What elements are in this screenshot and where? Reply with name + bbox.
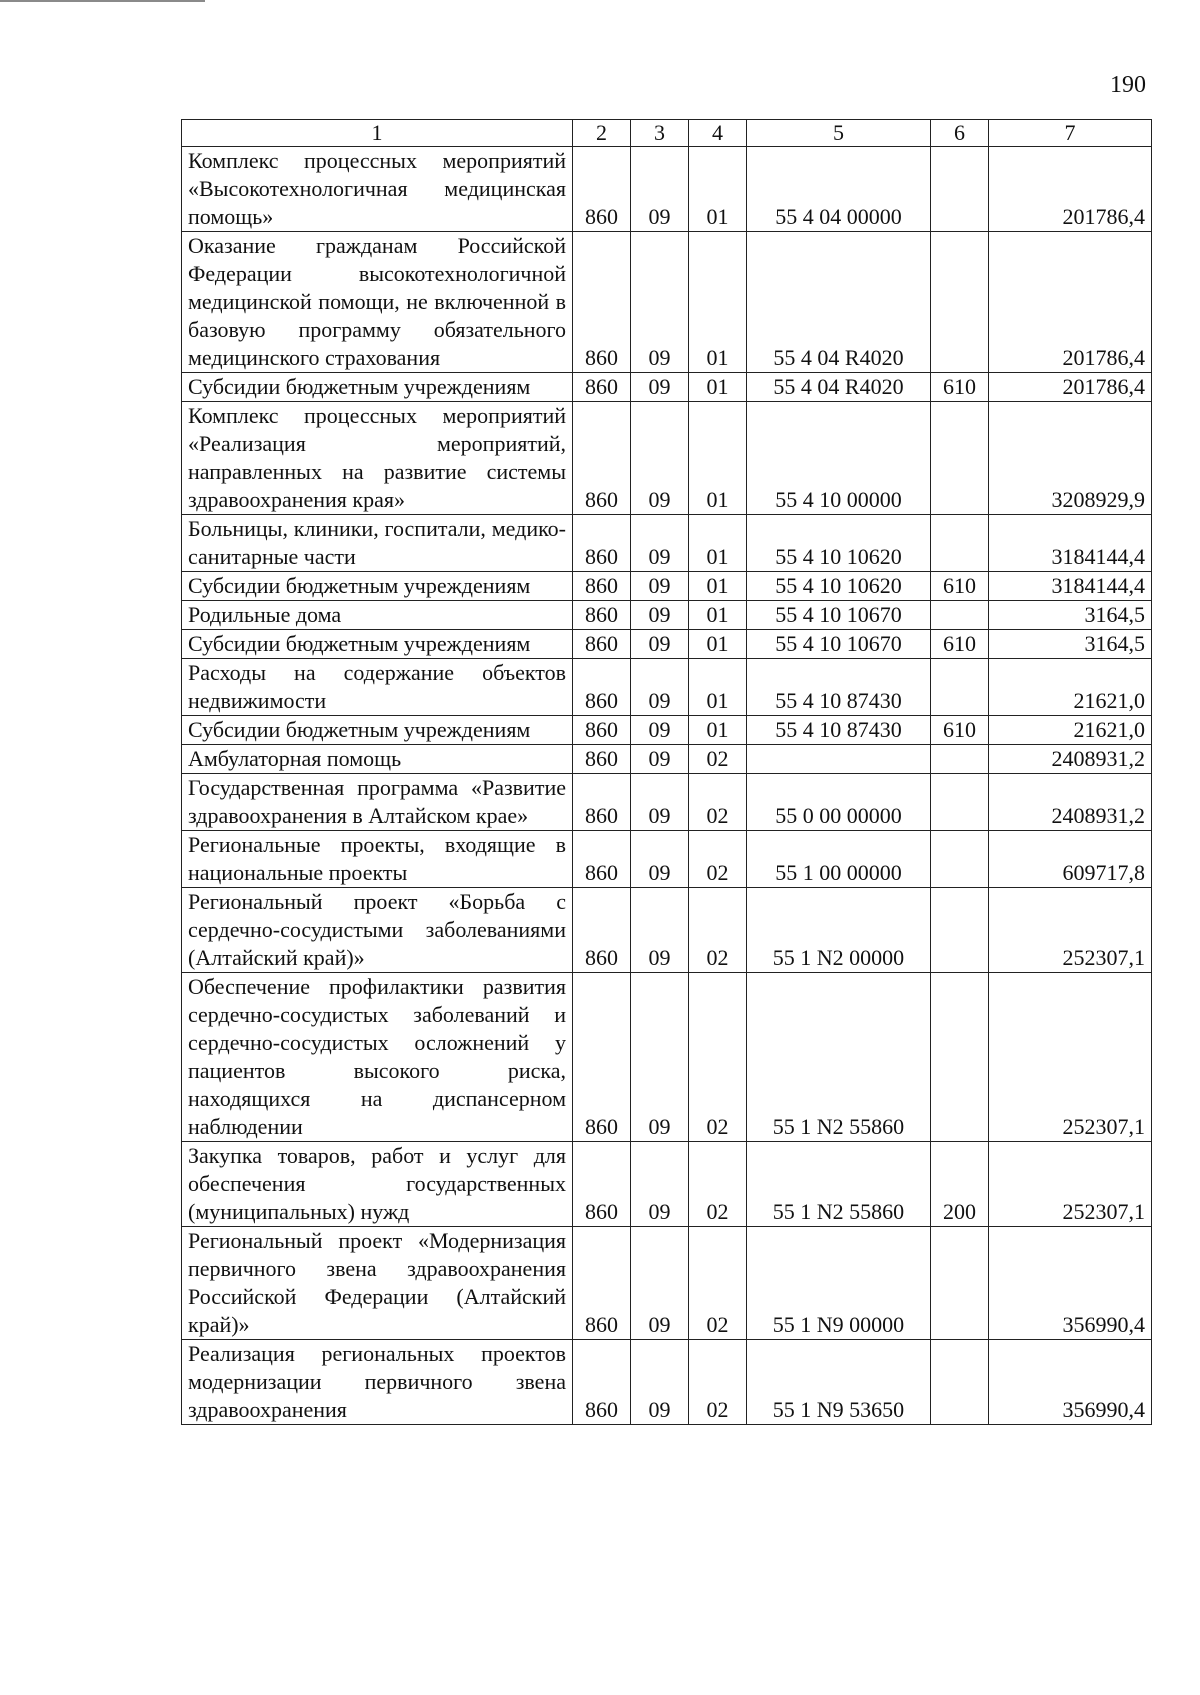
row-name-cell: Субсидии бюджетным учреждениям <box>182 716 573 745</box>
budget-table <box>181 119 1152 1425</box>
row-subsection-cell: 01 <box>689 630 747 659</box>
row-amount-cell: 356990,4 <box>989 1227 1152 1340</box>
row-name-cell: Расходы на содержание объектов недвижимости <box>182 659 573 716</box>
row-amount-cell: 2408931,2 <box>989 745 1152 774</box>
row-grbs-cell: 860 <box>573 373 631 402</box>
row-section-cell: 09 <box>631 1227 689 1340</box>
table-row <box>182 1142 1152 1227</box>
row-subsection-cell: 01 <box>689 659 747 716</box>
row-amount-cell: 252307,1 <box>989 888 1152 973</box>
row-subsection-cell: 02 <box>689 973 747 1142</box>
row-amount-cell: 3184144,4 <box>989 515 1152 572</box>
table-row <box>182 831 1152 888</box>
row-section-cell: 09 <box>631 716 689 745</box>
row-target-article-cell: 55 4 04 R4020 <box>747 232 931 373</box>
row-subsection-cell: 02 <box>689 1227 747 1340</box>
row-subsection-cell: 02 <box>689 774 747 831</box>
table-row <box>182 630 1152 659</box>
row-amount-cell: 3208929,9 <box>989 402 1152 515</box>
row-name-cell: Оказание гражданам Российской Федерации высокотехнологичной медицинской помощи, не включенной в базовую программу обязательного медицинского страхования <box>182 232 573 373</box>
row-grbs-cell: 860 <box>573 1142 631 1227</box>
row-grbs-cell: 860 <box>573 630 631 659</box>
row-expense-type-cell <box>931 973 989 1142</box>
row-name-cell: Региональные проекты, входящие в национальные проекты <box>182 831 573 888</box>
header-col-5: 5 <box>747 120 931 147</box>
row-name-cell: Субсидии бюджетным учреждениям <box>182 373 573 402</box>
row-expense-type-cell <box>931 147 989 232</box>
row-target-article-cell: 55 1 N2 00000 <box>747 888 931 973</box>
row-name-cell: Комплекс процессных мероприятий «Высокотехнологичная медицинская помощь» <box>182 147 573 232</box>
header-col-6: 6 <box>931 120 989 147</box>
row-expense-type-cell <box>931 515 989 572</box>
row-subsection-cell: 02 <box>689 1340 747 1425</box>
row-subsection-cell: 01 <box>689 601 747 630</box>
row-amount-cell: 252307,1 <box>989 973 1152 1142</box>
header-col-3: 3 <box>631 120 689 147</box>
row-target-article-cell: 55 4 10 10620 <box>747 515 931 572</box>
row-subsection-cell: 01 <box>689 373 747 402</box>
row-name-cell: Родильные дома <box>182 601 573 630</box>
row-subsection-cell: 01 <box>689 232 747 373</box>
row-grbs-cell: 860 <box>573 1340 631 1425</box>
row-name-cell: Обеспечение профилактики развития сердечно-сосудистых заболеваний и сердечно-сосудистых осложнений у пациентов высокого риска, находящихся на диспансерном наблюдении <box>182 973 573 1142</box>
header-col-4: 4 <box>689 120 747 147</box>
table-row <box>182 515 1152 572</box>
table-row <box>182 659 1152 716</box>
table-row <box>182 572 1152 601</box>
row-target-article-cell: 55 4 04 R4020 <box>747 373 931 402</box>
row-section-cell: 09 <box>631 515 689 572</box>
row-amount-cell: 21621,0 <box>989 716 1152 745</box>
row-name-cell: Государственная программа «Развитие здравоохранения в Алтайском крае» <box>182 774 573 831</box>
row-name-cell: Региональный проект «Модернизация первичного звена здравоохранения Российской Федерации (Алтайский край)» <box>182 1227 573 1340</box>
row-target-article-cell: 55 4 10 10620 <box>747 572 931 601</box>
row-section-cell: 09 <box>631 402 689 515</box>
row-grbs-cell: 860 <box>573 745 631 774</box>
table-row <box>182 716 1152 745</box>
row-grbs-cell: 860 <box>573 572 631 601</box>
row-target-article-cell: 55 1 N2 55860 <box>747 973 931 1142</box>
row-target-article-cell: 55 1 N9 00000 <box>747 1227 931 1340</box>
header-col-2: 2 <box>573 120 631 147</box>
row-expense-type-cell: 200 <box>931 1142 989 1227</box>
row-target-article-cell: 55 4 10 00000 <box>747 402 931 515</box>
row-expense-type-cell <box>931 1340 989 1425</box>
row-section-cell: 09 <box>631 745 689 774</box>
row-name-cell: Реализация региональных проектов модернизации первичного звена здравоохранения <box>182 1340 573 1425</box>
row-subsection-cell: 01 <box>689 716 747 745</box>
table-row <box>182 601 1152 630</box>
row-section-cell: 09 <box>631 1340 689 1425</box>
row-grbs-cell: 860 <box>573 973 631 1142</box>
row-expense-type-cell <box>931 1227 989 1340</box>
row-name-cell: Региональный проект «Борьба с сердечно-сосудистыми заболеваниями (Алтайский край)» <box>182 888 573 973</box>
table-row <box>182 774 1152 831</box>
table-row <box>182 888 1152 973</box>
row-grbs-cell: 860 <box>573 601 631 630</box>
row-grbs-cell: 860 <box>573 831 631 888</box>
row-amount-cell: 201786,4 <box>989 147 1152 232</box>
row-amount-cell: 252307,1 <box>989 1142 1152 1227</box>
row-target-article-cell: 55 1 N9 53650 <box>747 1340 931 1425</box>
row-name-cell: Больницы, клиники, госпитали, медико-санитарные части <box>182 515 573 572</box>
row-grbs-cell: 860 <box>573 147 631 232</box>
row-expense-type-cell <box>931 831 989 888</box>
row-expense-type-cell <box>931 601 989 630</box>
row-expense-type-cell <box>931 232 989 373</box>
table-row <box>182 1227 1152 1340</box>
row-subsection-cell: 01 <box>689 147 747 232</box>
header-col-7: 7 <box>989 120 1152 147</box>
row-section-cell: 09 <box>631 630 689 659</box>
row-target-article-cell: 55 1 N2 55860 <box>747 1142 931 1227</box>
row-amount-cell: 3164,5 <box>989 630 1152 659</box>
header-col-1: 1 <box>182 120 573 147</box>
row-section-cell: 09 <box>631 232 689 373</box>
row-expense-type-cell <box>931 659 989 716</box>
row-section-cell: 09 <box>631 373 689 402</box>
row-name-cell: Амбулаторная помощь <box>182 745 573 774</box>
row-section-cell: 09 <box>631 973 689 1142</box>
table-row <box>182 745 1152 774</box>
row-section-cell: 09 <box>631 831 689 888</box>
row-grbs-cell: 860 <box>573 716 631 745</box>
row-amount-cell: 3184144,4 <box>989 572 1152 601</box>
table-row <box>182 373 1152 402</box>
row-section-cell: 09 <box>631 572 689 601</box>
row-target-article-cell: 55 4 10 87430 <box>747 716 931 745</box>
page-number: 190 <box>1110 72 1146 98</box>
row-expense-type-cell: 610 <box>931 716 989 745</box>
row-subsection-cell: 02 <box>689 745 747 774</box>
row-section-cell: 09 <box>631 774 689 831</box>
row-target-article-cell: 55 4 10 10670 <box>747 601 931 630</box>
row-amount-cell: 356990,4 <box>989 1340 1152 1425</box>
row-section-cell: 09 <box>631 659 689 716</box>
header-row <box>182 120 1152 147</box>
row-amount-cell: 21621,0 <box>989 659 1152 716</box>
row-subsection-cell: 01 <box>689 402 747 515</box>
row-expense-type-cell: 610 <box>931 373 989 402</box>
row-name-cell: Субсидии бюджетным учреждениям <box>182 572 573 601</box>
row-grbs-cell: 860 <box>573 402 631 515</box>
row-grbs-cell: 860 <box>573 232 631 373</box>
row-subsection-cell: 02 <box>689 1142 747 1227</box>
row-section-cell: 09 <box>631 1142 689 1227</box>
row-subsection-cell: 02 <box>689 888 747 973</box>
row-grbs-cell: 860 <box>573 774 631 831</box>
row-amount-cell: 201786,4 <box>989 373 1152 402</box>
row-section-cell: 09 <box>631 888 689 973</box>
row-expense-type-cell <box>931 402 989 515</box>
row-expense-type-cell: 610 <box>931 630 989 659</box>
row-expense-type-cell <box>931 745 989 774</box>
row-amount-cell: 201786,4 <box>989 232 1152 373</box>
row-name-cell: Субсидии бюджетным учреждениям <box>182 630 573 659</box>
row-target-article-cell <box>747 745 931 774</box>
row-target-article-cell: 55 1 00 00000 <box>747 831 931 888</box>
row-section-cell: 09 <box>631 147 689 232</box>
row-expense-type-cell <box>931 774 989 831</box>
row-grbs-cell: 860 <box>573 1227 631 1340</box>
row-section-cell: 09 <box>631 601 689 630</box>
table-row <box>182 232 1152 373</box>
row-grbs-cell: 860 <box>573 659 631 716</box>
table-body <box>182 147 1152 1425</box>
row-expense-type-cell <box>931 888 989 973</box>
row-subsection-cell: 01 <box>689 572 747 601</box>
row-subsection-cell: 02 <box>689 831 747 888</box>
row-target-article-cell: 55 0 00 00000 <box>747 774 931 831</box>
row-name-cell: Комплекс процессных мероприятий «Реализация мероприятий, направленных на развитие системы здравоохранения края» <box>182 402 573 515</box>
scan-edge-line <box>0 0 205 2</box>
row-expense-type-cell: 610 <box>931 572 989 601</box>
row-amount-cell: 3164,5 <box>989 601 1152 630</box>
row-amount-cell: 2408931,2 <box>989 774 1152 831</box>
row-target-article-cell: 55 4 10 87430 <box>747 659 931 716</box>
table-row <box>182 402 1152 515</box>
table-row <box>182 973 1152 1142</box>
row-grbs-cell: 860 <box>573 888 631 973</box>
row-subsection-cell: 01 <box>689 515 747 572</box>
row-grbs-cell: 860 <box>573 515 631 572</box>
table-row <box>182 147 1152 232</box>
row-name-cell: Закупка товаров, работ и услуг для обеспечения государственных (муниципальных) нужд <box>182 1142 573 1227</box>
row-amount-cell: 609717,8 <box>989 831 1152 888</box>
row-target-article-cell: 55 4 04 00000 <box>747 147 931 232</box>
table-row <box>182 1340 1152 1425</box>
row-target-article-cell: 55 4 10 10670 <box>747 630 931 659</box>
